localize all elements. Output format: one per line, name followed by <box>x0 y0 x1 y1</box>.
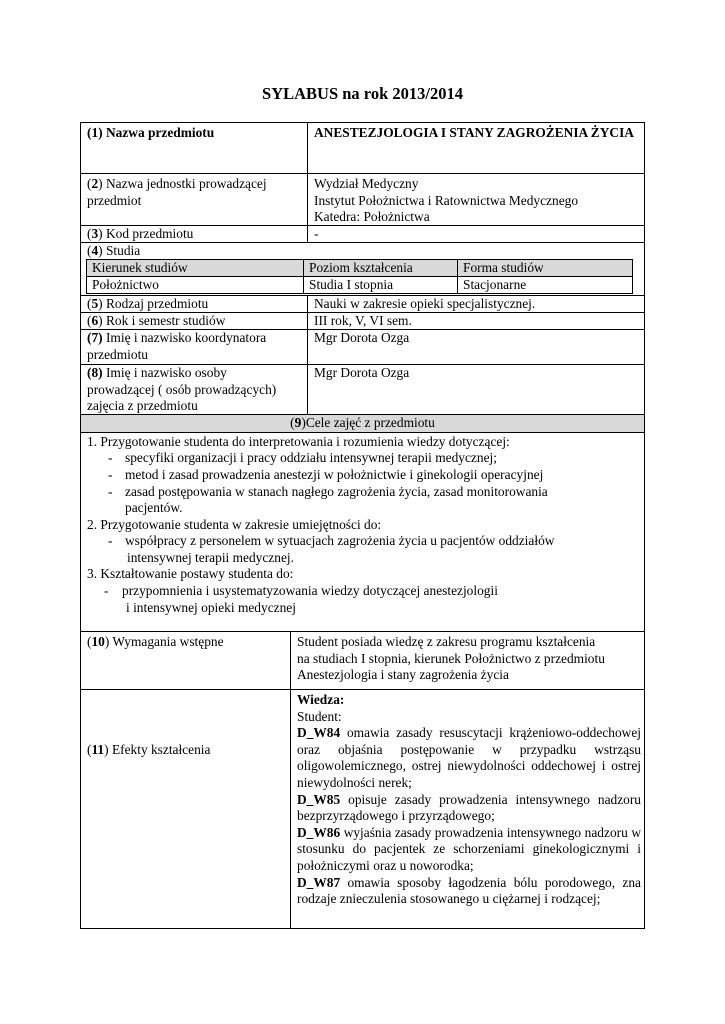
studies-header-field: Kierunek studiów <box>92 260 188 275</box>
learning-outcomes-label: (11) Efekty kształcenia <box>87 742 211 757</box>
goals-line-9: 3. Kształtowanie postawy studenta do: <box>87 566 294 581</box>
studies-value-form: Stacjonarne <box>463 277 527 292</box>
document-title: SYLABUS na rok 2013/2014 <box>262 84 463 103</box>
goals-line-4: zasad postępowania w stanach nagłego zagrożenia życia, zasad monitorowania <box>125 484 548 499</box>
goals-header-label: (9)Cele zajęć z przedmiotu <box>290 415 435 430</box>
studies-header-form: Forma studiów <box>463 260 544 275</box>
prerequisites-value: Student posiada wiedzę z zakresu programu kształcenia na studiach I stopnia, kierunek Położnictwo z przedmiotu Anestezjologia i stany zagrożenia życia <box>297 634 605 683</box>
unit-name-value: Wydział Medyczny Instytut Położnictwa i Ratownictwa Medycznego Katedra: Położnictwa <box>314 176 579 225</box>
goals-line-2: specyfiki organizacji i pracy oddziału intensywnej terapii medycznej; <box>125 450 497 465</box>
goals-line-10: przypomnienia i usystematyzowania wiedzy dotyczącej anestezjologii <box>122 583 498 598</box>
subject-type-value: Nauki w zakresie opieki specjalistycznej. <box>314 296 536 311</box>
goals-line-5: pacjentów. <box>125 500 183 515</box>
goals-line-3: metod i zasad prowadzenia anestezji w położnictwie i ginekologii operacyjnej <box>125 467 544 482</box>
goals-bullet: - <box>104 583 109 598</box>
subject-type-label: (5) Rodzaj przedmiotu <box>87 296 209 311</box>
goals-line-6: 2. Przygotowanie studenta w zakresie umiejętności do: <box>87 517 382 532</box>
goals-bullet: - <box>108 533 113 548</box>
coordinator-label: (7) Imię i nazwisko koordynatora przedmiotu <box>87 330 267 362</box>
goals-bullet: - <box>108 484 113 499</box>
goals-line-11: i intensywnej opieki medycznej <box>126 600 296 615</box>
effect-item: D_W87 omawia sposoby łagodzenia bólu porodowego, zna rodzaje znieczulenia stosowanego u ciężarnej i rodzącej; <box>297 874 641 907</box>
instructor-value: Mgr Dorota Ozga <box>314 365 410 380</box>
year-semester-label: (6) Rok i semestr studiów <box>87 313 226 328</box>
goals-line-1: 1. Przygotowanie studenta do interpretowania i rozumienia wiedzy dotyczącej: <box>87 434 510 449</box>
studies-value-level: Studia I stopnia <box>309 277 394 292</box>
prerequisites-label: (10) Wymagania wstępne <box>87 634 224 649</box>
instructor-label: (8) Imię i nazwisko osoby prowadzącej ( osób prowadzących) zajęcia z przedmiotu <box>87 365 277 414</box>
subject-name-value: ANESTEZJOLOGIA I STANY ZAGROŻENIA ŻYCIA <box>314 125 634 140</box>
goals-line-7: współpracy z personelem w sytuacjach zagrożenia życia u pacjentów oddziałów <box>125 533 555 548</box>
coordinator-value: Mgr Dorota Ozga <box>314 330 410 345</box>
effect-item: D_W85 opisuje zasady prowadzenia intensywnego nadzoru bezprzyrządowego i przyrządowego; <box>297 791 641 824</box>
subject-code-value: - <box>314 226 319 241</box>
subject-name-label: (1) Nazwa przedmiotu <box>87 125 215 140</box>
knowledge-heading: Wiedza: <box>297 692 345 707</box>
effect-item: D_W86 wyjaśnia zasady prowadzenia intensywnego nadzoru w stosunku do pacjentek ze schorzeniami ginekologicznymi i położniczymi oraz u noworodka; <box>297 824 641 873</box>
learning-outcomes-content <box>297 692 641 908</box>
studies-value-field: Położnictwo <box>92 277 159 292</box>
studies-header-level: Poziom kształcenia <box>309 260 413 275</box>
goals-bullet: - <box>108 467 113 482</box>
year-semester-value: III rok, V, VI sem. <box>314 313 412 328</box>
unit-name-label: (2) Nazwa jednostki prowadzącej przedmiot <box>87 176 267 208</box>
student-label: Student: <box>297 708 342 724</box>
goals-line-8: intensywnej terapii medycznej. <box>127 550 294 565</box>
subject-code-label: (3) Kod przedmiotu <box>87 226 194 241</box>
studies-label: (4) Studia <box>87 243 141 258</box>
goals-bullet: - <box>108 450 113 465</box>
effect-item: D_W84 omawia zasady resuscytacji krążeniowo-oddechowej oraz objaśnia postępowanie w przypadku wstrząsu oligowolemicznego, ostrej niewydolności oddechowej i ostrej niewydolności nerek; <box>297 725 641 790</box>
